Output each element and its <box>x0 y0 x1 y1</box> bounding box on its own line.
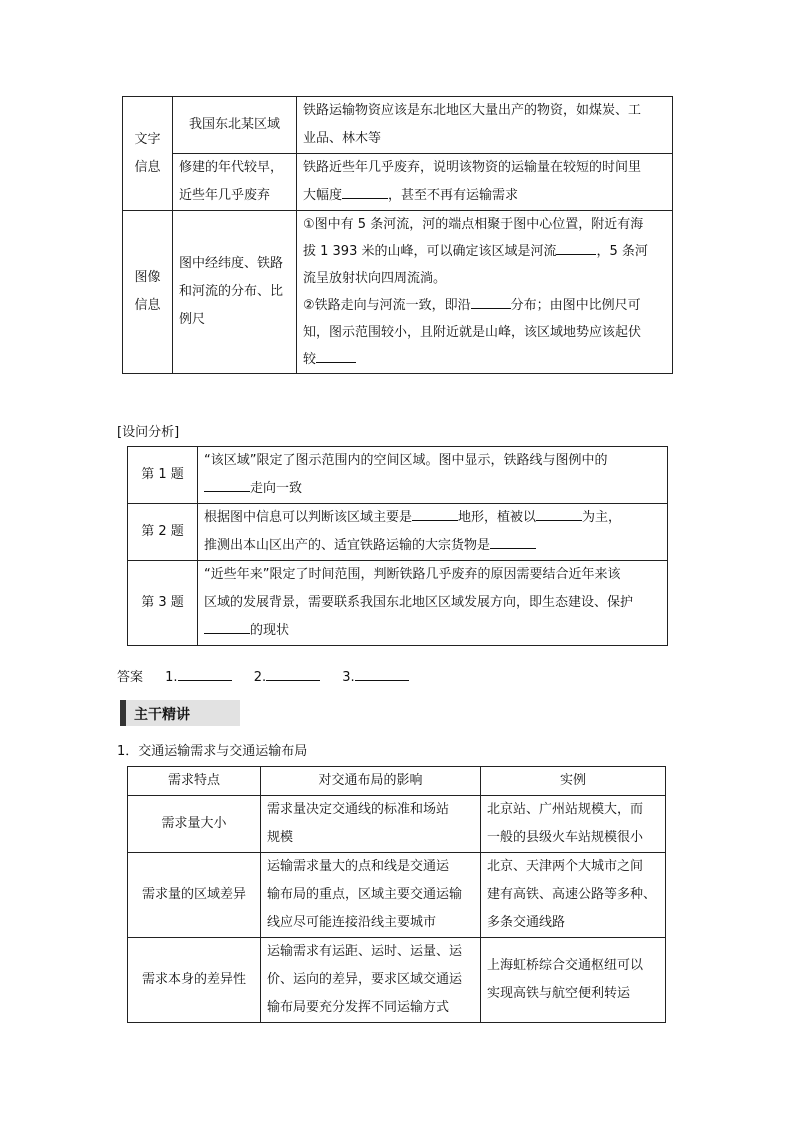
analysis-table <box>127 446 668 646</box>
sub-heading: 1．交通运输需求与交通运输布局 <box>117 744 308 759</box>
table-row <box>128 561 668 646</box>
banner-bar <box>120 700 126 726</box>
answer-blank <box>178 666 232 681</box>
question-label: 第 3 题 <box>128 561 198 646</box>
answer-blank <box>204 619 250 634</box>
example-cell: 北京站、广州站规模大，而 一般的县级火车站规模很小 <box>481 796 666 853</box>
analysis-cell: “该区域”限定了图示范围内的空间区域。图中显示，铁路线与图例中的 走向一致 <box>198 447 668 504</box>
table-row <box>128 938 666 1023</box>
answer-blank <box>412 506 458 521</box>
question-label: 第 1 题 <box>128 447 198 504</box>
feature-cell: 需求量的区域差异 <box>128 853 261 938</box>
table-row <box>123 211 673 374</box>
content-cell: 铁路近些年几乎废弃，说明该物资的运输量在较短的时间里 大幅度 ，甚至不再有运输需求 <box>297 154 673 211</box>
item-cell: 我国东北某区域 <box>173 97 297 154</box>
table-row <box>128 853 666 938</box>
answer-blank <box>355 666 409 681</box>
header-cell: 需求特点 <box>128 767 261 796</box>
info-table <box>122 96 673 374</box>
answer-blank <box>490 534 536 549</box>
content-cell: ①图中有 5 条河流，河的端点相聚于图中心位置，附近有海 拔 1 393 米的山峰，可以确定该区域是河流 ，5 条河 流呈放射状向四周流淌。 ②铁路走向与河流一致，即沿 分布；由图中比例尺可 知，图示范围较小，且附近就是山峰，该区域地势应该起伏 较 <box>297 211 673 374</box>
analysis-label: [设问分析] <box>117 425 180 440</box>
section-banner <box>120 700 240 726</box>
answer-label: 答案 <box>117 670 144 685</box>
effect-cell: 运输需求量大的点和线是交通运 输布局的重点，区域主要交通运输 线应尽可能连接沿线主要城市 <box>261 853 481 938</box>
answer-blank <box>471 294 511 309</box>
table-row <box>123 97 673 154</box>
group-cell: 图像 信息 <box>123 211 173 374</box>
effect-cell: 需求量决定交通线的标准和场站 规模 <box>261 796 481 853</box>
analysis-cell: “近些年来”限定了时间范围，判断铁路几乎废弃的原因需要结合近年来该 区域的发展背景，需要联系我国东北地区区域发展方向，即生态建设、保护 的现状 <box>198 561 668 646</box>
content-cell: 铁路运输物资应该是东北地区大量出产的物资，如煤炭、工 业品、林木等 <box>297 97 673 154</box>
feature-cell: 需求量大小 <box>128 796 261 853</box>
analysis-cell: 根据图中信息可以判断该区域主要是 地形，植被以 为主， 推测出本山区出产的、适宜铁路运输的大宗货物是 <box>198 504 668 561</box>
table-row <box>123 154 673 211</box>
table-row <box>128 796 666 853</box>
answer-blank <box>316 348 356 363</box>
table-row <box>128 447 668 504</box>
header-cell: 实例 <box>481 767 666 796</box>
group-cell: 文字 信息 <box>123 97 173 211</box>
answer-blank <box>342 184 388 199</box>
example-cell: 北京、天津两个大城市之间 建有高铁、高速公路等多种、 多条交通线路 <box>481 853 666 938</box>
table-row <box>128 504 668 561</box>
answer-blank <box>266 666 320 681</box>
question-label: 第 2 题 <box>128 504 198 561</box>
table-header-row <box>128 767 666 796</box>
answer-blank <box>556 240 596 255</box>
item-cell: 修建的年代较早， 近些年几乎废弃 <box>173 154 297 211</box>
item-cell: 图中经纬度、铁路 和河流的分布、比 例尺 <box>173 211 297 374</box>
demand-table <box>127 766 666 1023</box>
effect-cell: 运输需求有运距、运时、运量、运 价、运向的差异，要求区域交通运 输布局要充分发挥不同运输方式 <box>261 938 481 1023</box>
answer-blank <box>204 477 250 492</box>
feature-cell: 需求本身的差异性 <box>128 938 261 1023</box>
answer-blank <box>536 506 582 521</box>
section-title: 主干精讲 <box>134 707 190 723</box>
header-cell: 对交通布局的影响 <box>261 767 481 796</box>
example-cell: 上海虹桥综合交通枢纽可以 实现高铁与航空便利转运 <box>481 938 666 1023</box>
answer-row: 答案 1. 2. 3. <box>117 666 409 685</box>
